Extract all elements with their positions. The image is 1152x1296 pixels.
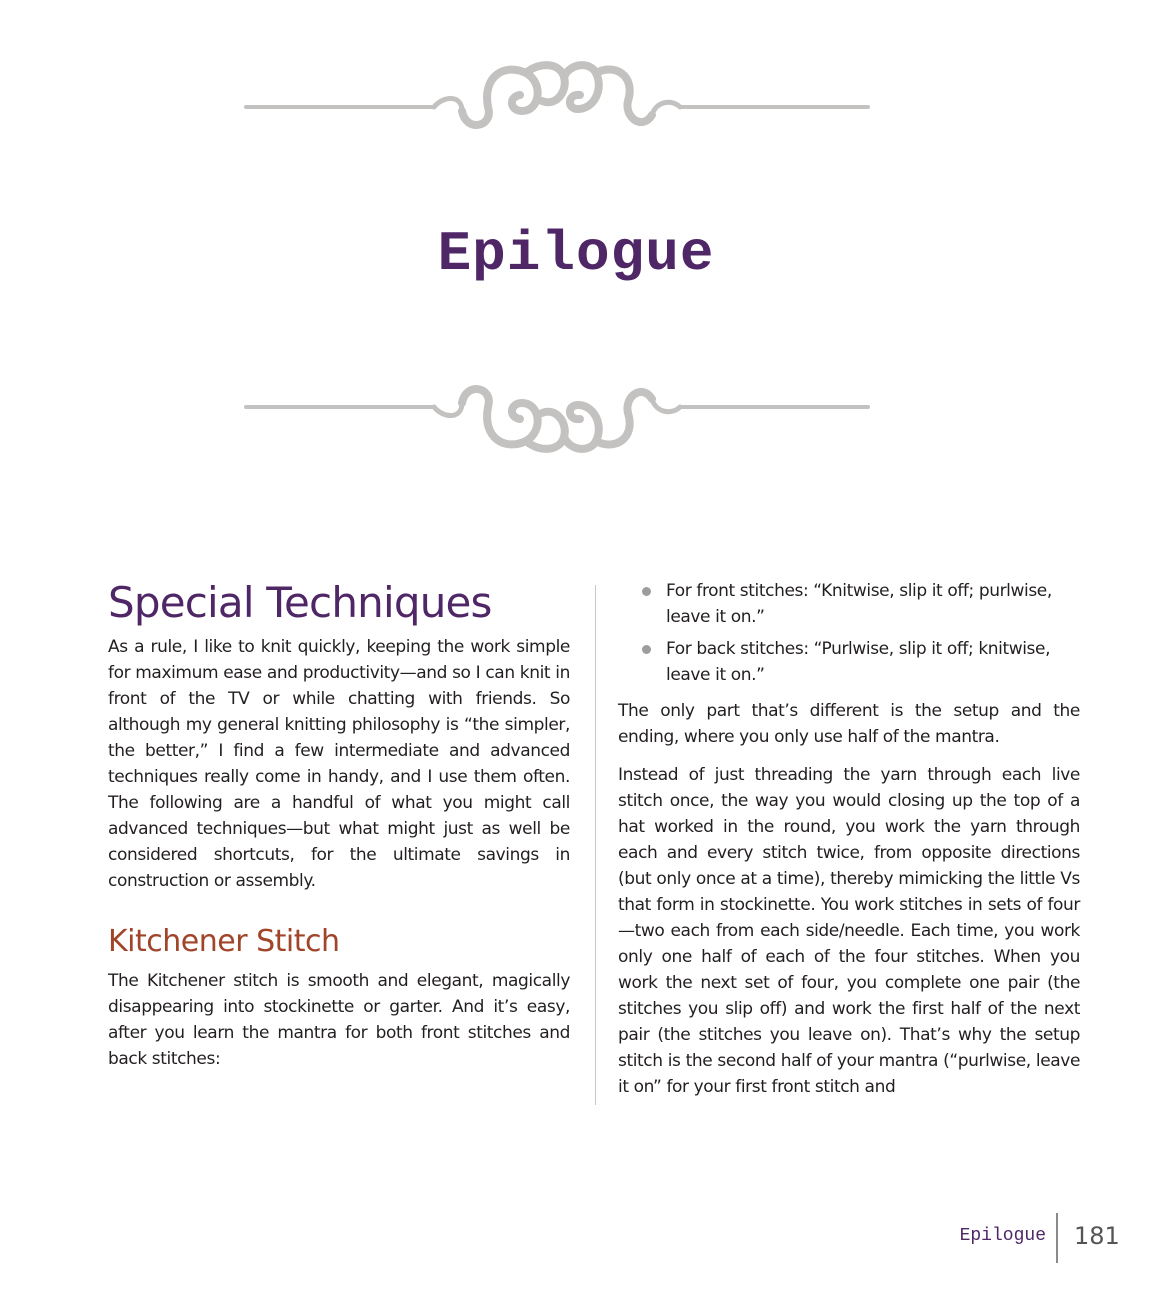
bullet-icon [642, 645, 651, 654]
setup-paragraph: The only part that’s different is the setup and the ending, where you only use half of the mantra. [618, 701, 1080, 747]
left-column [108, 578, 570, 1072]
list-item [618, 636, 1080, 688]
subsection-heading: Kitchener Stitch [108, 924, 340, 959]
technique-paragraph: Instead of just threading the yarn through each live stitch once, the way you would closing up the top of a hat worked in the round, you work the yarn through each and every stitch twice, from opposite directions (but only once at a time), thereby mimicking the little Vs that form in stockinette. You work stitches in sets of four—two each from each side/needle. Each time, you work only one half of each of the four stitches. When you work the next set of four, you complete one pair (the stitches you slip off) and work the first half of the next pair (the stitches you leave on). That’s why the setup stitch is the second half of your mantra (“purlwise, leave it on” for your first front stitch and [618, 765, 1080, 1097]
mantra-list [618, 578, 1080, 688]
column-divider [595, 585, 596, 1105]
top-flourish-ornament-icon [244, 55, 870, 165]
bullet-icon [642, 587, 651, 596]
footer-divider [1056, 1213, 1058, 1263]
bottom-flourish-ornament-icon [244, 355, 870, 465]
right-column [618, 578, 1080, 1112]
intro-paragraph: As a rule, I like to knit quickly, keeping the work simple for maximum ease and productivity—and so I can knit in front of the TV or while chatting with friends. So although my general knitting philosophy is “the simpler, the better,” I find a few intermediate and advanced techniques really come in handy, and I use them often. The following are a handful of what you might call advanced techniques—but what might just as well be considered shortcuts, for the ultimate savings in construction or assembly. [108, 637, 570, 891]
list-item [618, 578, 1080, 630]
kitchener-intro-paragraph: The Kitchener stitch is smooth and elegant, magically disappearing into stockinette or garter. And it’s easy, after you learn the mantra for both front stitches and back stitches: [108, 971, 570, 1069]
page-number: 181 [1074, 1222, 1120, 1250]
list-item-text: For back stitches: “Purlwise, slip it off; knitwise, leave it on.” [666, 639, 1051, 685]
running-footer-label: Epilogue [959, 1226, 1046, 1246]
section-heading: Special Techniques [108, 578, 492, 627]
chapter-title: Epilogue [437, 222, 715, 286]
list-item-text: For front stitches: “Knitwise, slip it off; purlwise, leave it on.” [666, 581, 1052, 627]
